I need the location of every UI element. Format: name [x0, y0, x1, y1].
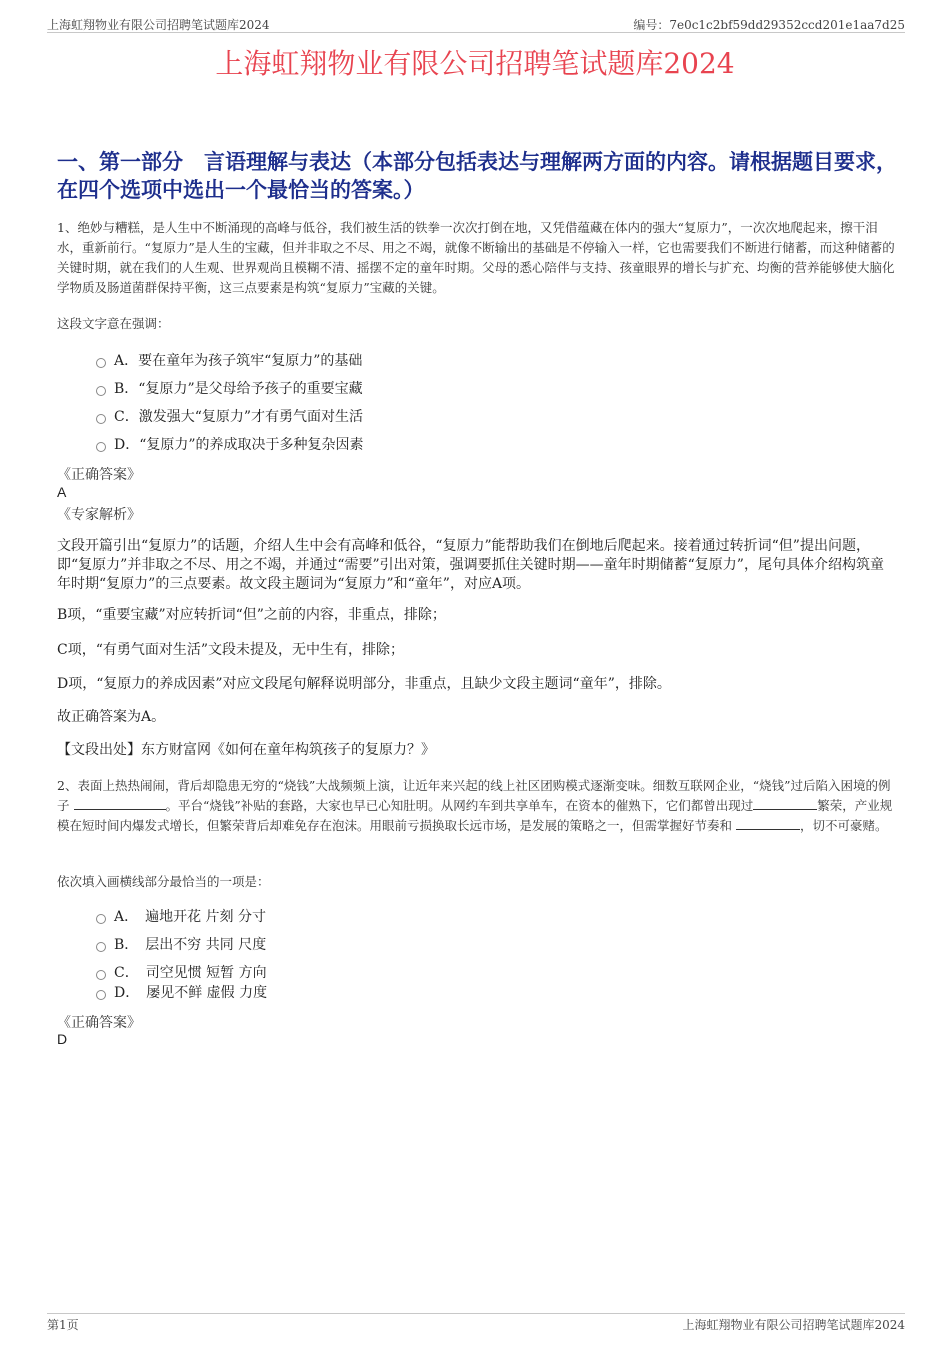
q1-option-c[interactable]: [96, 406, 363, 426]
q1-analysis-c: C项，“有勇气面对生活”文段未提及，无中生有，排除；: [57, 642, 405, 658]
option-label: A． 遍地开花 片刻 分寸: [114, 909, 267, 925]
radio-icon[interactable]: [96, 914, 106, 924]
option-label: B．“复原力”是父母给予孩子的重要宝藏: [114, 381, 363, 397]
page-title: 上海虹翔物业有限公司招聘笔试题库2024: [215, 47, 735, 80]
q1-source: 【文段出处】东方财富网《如何在童年构筑孩子的复原力？》: [57, 742, 435, 758]
q1-analysis-label: 《专家解析》: [57, 507, 141, 523]
q1-option-a[interactable]: [96, 350, 362, 370]
q2-option-d[interactable]: [96, 982, 267, 1002]
page-footer: [47, 1313, 905, 1334]
radio-icon[interactable]: [96, 358, 106, 368]
option-label: D．“复原力”的养成取决于多种复杂因素: [114, 437, 364, 453]
radio-icon[interactable]: [96, 386, 106, 396]
q1-answer-label: 《正确答案》: [57, 467, 141, 483]
option-label: C．激发强大“复原力”才有勇气面对生活: [114, 409, 364, 425]
radio-icon[interactable]: [96, 990, 106, 1000]
q2-option-c[interactable]: [96, 962, 267, 982]
radio-icon[interactable]: [96, 414, 106, 424]
q2-option-a[interactable]: [96, 906, 266, 926]
q1-option-d[interactable]: [96, 434, 364, 454]
q2-answer-label: 《正确答案》: [57, 1015, 141, 1031]
q2-passage-part-2: 。平台“烧钱”补贴的套路，大家也早已心知肚明。从网约车到共享单车，在资本的催熟下，它们都曾出现过: [165, 798, 754, 813]
page-header: [47, 14, 905, 33]
option-label: C． 司空见惯 短暂 方向: [114, 965, 267, 981]
q2-prompt: 依次填入画横线部分最恰当的一项是：: [57, 874, 270, 889]
q1-prompt: 这段文字意在强调：: [57, 316, 170, 331]
q2-blank-3: [736, 817, 800, 830]
q2-answer: D: [57, 1031, 68, 1047]
q1-option-b[interactable]: [96, 378, 363, 398]
radio-icon[interactable]: [96, 942, 106, 952]
q2-passage-part-1: 2、表面上热热闹闹，背后却隐患无穷的“烧钱”大战频频上演，让近年来兴起的线上社区团购模式逐渐变味。细数互联网企业，“烧钱”过后陷入困境的例子: [57, 778, 891, 813]
radio-icon[interactable]: [96, 970, 106, 980]
q1-analysis-d: D项，“复原力的养成因素”对应文段尾句解释说明部分，非重点，且缺少文段主题词“童年”，排除。: [57, 676, 671, 692]
page-number: 第1页: [47, 1318, 79, 1332]
radio-icon[interactable]: [96, 442, 106, 452]
q2-passage: [57, 776, 902, 836]
q1-passage: 1、绝妙与糟糕，是人生中不断涌现的高峰与低谷，我们被生活的铁拳一次次打倒在地，又凭借蕴藏在体内的强大“复原力”，一次次地爬起来，擦干泪水，重新前行。“复原力”是人生的宝藏，但并非取之不尽、用之不竭，就像不断输出的基础是不停输入一样，它也需要我们不断进行储蓄，而这种储蓄的关键时期，就在我们的人生观、世界观尚且模糊不清、摇摆不定的童年时期。父母的悉心陪伴与支持、孩童眼界的增长与扩充、均衡的营养能够使大脑化学物质及肠道菌群保持平衡，这三点要素是构筑“复原力”宝藏的关键。: [57, 220, 895, 295]
section-title: 一、第一部分 言语理解与表达（本部分包括表达与理解两方面的内容。请根据题目要求，在四个选项中选出一个最恰当的答案。）: [57, 149, 897, 202]
q1-analysis-main: 文段开篇引出“复原力”的话题，介绍人生中会有高峰和低谷，“复原力”能帮助我们在倒地后爬起来。接着通过转折词“但”提出问题，即“复原力”并非取之不尽、用之不竭，并通过“需要”引出对策，强调要抓住关键时期——童年时期储蓄“复原力”，尾句具体介绍构筑童年时期“复原力”的三点要素。故文段主题词为“复原力”和“童年”，对应A项。: [57, 538, 884, 592]
option-label: B． 层出不穷 共同 尺度: [114, 937, 267, 953]
q1-analysis-b: B项，“重要宝藏”对应转折词“但”之前的内容，非重点，排除；: [57, 607, 446, 623]
q1-answer: A: [57, 484, 67, 500]
q2-blank-1: [74, 797, 166, 810]
q2-blank-2: [753, 797, 817, 810]
q1-analysis-conclusion: 故正确答案为A。: [57, 709, 166, 725]
q2-passage-part-4: ，切不可豪赌。: [800, 818, 888, 833]
q2-passage-part-3: 繁荣，产业规模在短时间内爆发式增长，但繁荣背后却难免存在泡沫。用眼前亏损换取长远市场，是发展的策略之一，但需掌握好节奏和: [57, 798, 893, 833]
option-label: D． 屡见不鲜 虚假 力度: [114, 985, 268, 1001]
q2-option-b[interactable]: [96, 934, 266, 954]
header-doc-title: 上海虹翔物业有限公司招聘笔试题库2024: [47, 18, 270, 32]
header-doc-id: 编号：7e0c1c2bf59dd29352ccd201e1aa7d25: [633, 18, 905, 32]
option-label: A．要在童年为孩子筑牢“复原力”的基础: [114, 353, 363, 369]
footer-doc-title: 上海虹翔物业有限公司招聘笔试题库2024: [682, 1318, 905, 1332]
